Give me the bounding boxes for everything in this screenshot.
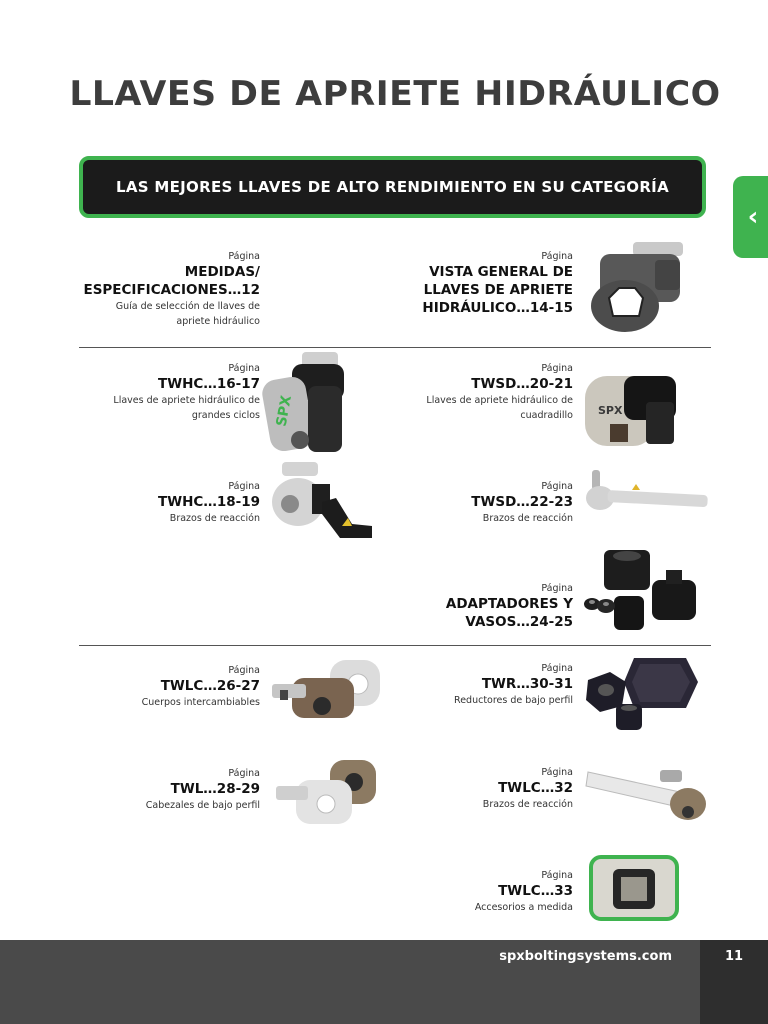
entry-title: VASOS…24-25 [465,614,573,630]
entry-title: TWR…30-31 [481,676,573,692]
entry-page-label: Página [541,767,573,778]
entry-twlc-33[interactable] [475,869,573,915]
entry-page-label: Página [541,663,573,674]
entry-description: cuadradillo [520,410,573,421]
entry-title: TWHC…16-17 [158,376,260,392]
entry-description: Brazos de reacción [482,799,573,810]
twlc-cassettes-image [270,656,388,736]
entry-page-label: Página [228,251,260,262]
entry-twsd-22[interactable] [471,480,573,526]
entry-medidas[interactable] [83,250,260,329]
entry-page-label: Página [541,583,573,594]
entry-title: TWSD…20-21 [471,376,573,392]
entry-title: TWLC…33 [498,883,573,899]
entry-page-label: Página [228,363,260,374]
twsd-reaction-arm-image [584,468,712,518]
twlc-reaction-arm-image [584,762,708,832]
entry-description: Cuerpos intercambiables [141,697,260,708]
entry-title: TWLC…26-27 [160,678,260,694]
entry-page-label: Página [228,481,260,492]
entry-page-label: Página [541,870,573,881]
twl-low-profile-image [270,756,386,836]
entry-description: Guía de selección de llaves de [115,301,260,312]
entry-description: Brazos de reacción [482,513,573,524]
entry-title: TWHC…18-19 [158,494,260,510]
entry-description: grandes ciclos [191,410,260,421]
entry-description: Brazos de reacción [169,513,260,524]
reducers-image [582,652,704,738]
website-link[interactable]: spxboltingsystems.com [499,949,672,964]
entry-description: Llaves de apriete hidráulico de [426,395,573,406]
page-number: 11 [700,940,768,1024]
entry-twsd-20[interactable] [426,362,573,423]
entry-page-label: Página [541,481,573,492]
entry-title: TWL…28-29 [170,781,260,797]
entry-vista-general[interactable] [422,250,573,317]
entry-title: ESPECIFICACIONES…12 [83,282,260,298]
entry-twlc-26[interactable] [142,664,260,710]
entry-page-label: Página [541,251,573,262]
entry-twl-28[interactable] [146,767,260,813]
entry-title: MEDIDAS/ [184,264,260,280]
custom-accessories-image [589,855,679,921]
entry-twhc-18[interactable] [158,480,260,526]
entry-description: Llaves de apriete hidráulico de [113,395,260,406]
twhc-wrench-image [262,350,352,462]
entry-title: LLAVES DE APRIETE [423,282,573,298]
entry-page-label: Página [228,665,260,676]
banner-text: LAS MEJORES LLAVES DE ALTO RENDIMIENTO EN SU CATEGORÍA [116,178,669,196]
twhc-reaction-arm-image [268,460,376,540]
entry-description: Accesorios a medida [474,902,573,913]
wrench-overview-image [585,236,695,336]
page-title: LLAVES DE APRIETE HIDRÁULICO [69,74,721,114]
headline-banner [79,156,706,218]
section-divider [79,347,711,348]
page-footer [0,940,768,1024]
entry-twhc-16[interactable] [113,362,260,423]
chevron-left-icon[interactable]: ‹ [733,176,768,258]
entry-title: ADAPTADORES Y [445,596,573,612]
entry-twlc-32[interactable] [483,766,573,812]
sockets-adapters-image [584,546,704,636]
entry-page-label: Página [541,363,573,374]
entry-title: TWLC…32 [498,780,573,796]
entry-description: Reductores de bajo perfil [454,695,573,706]
svg-text:SPX: SPX [598,404,623,417]
entry-twr-30[interactable] [454,662,573,708]
twsd-wrench-image [580,372,685,454]
entry-adaptadores[interactable] [446,582,573,631]
entry-title: HIDRÁULICO…14-15 [422,300,573,316]
entry-description: Cabezales de bajo perfil [145,800,260,811]
entry-title: VISTA GENERAL DE [429,264,573,280]
entry-title: TWSD…22-23 [471,494,573,510]
entry-description: apriete hidráulico [176,316,260,327]
entry-page-label: Página [228,768,260,779]
section-divider [79,645,711,646]
svg-text:SPX: SPX [273,394,295,428]
